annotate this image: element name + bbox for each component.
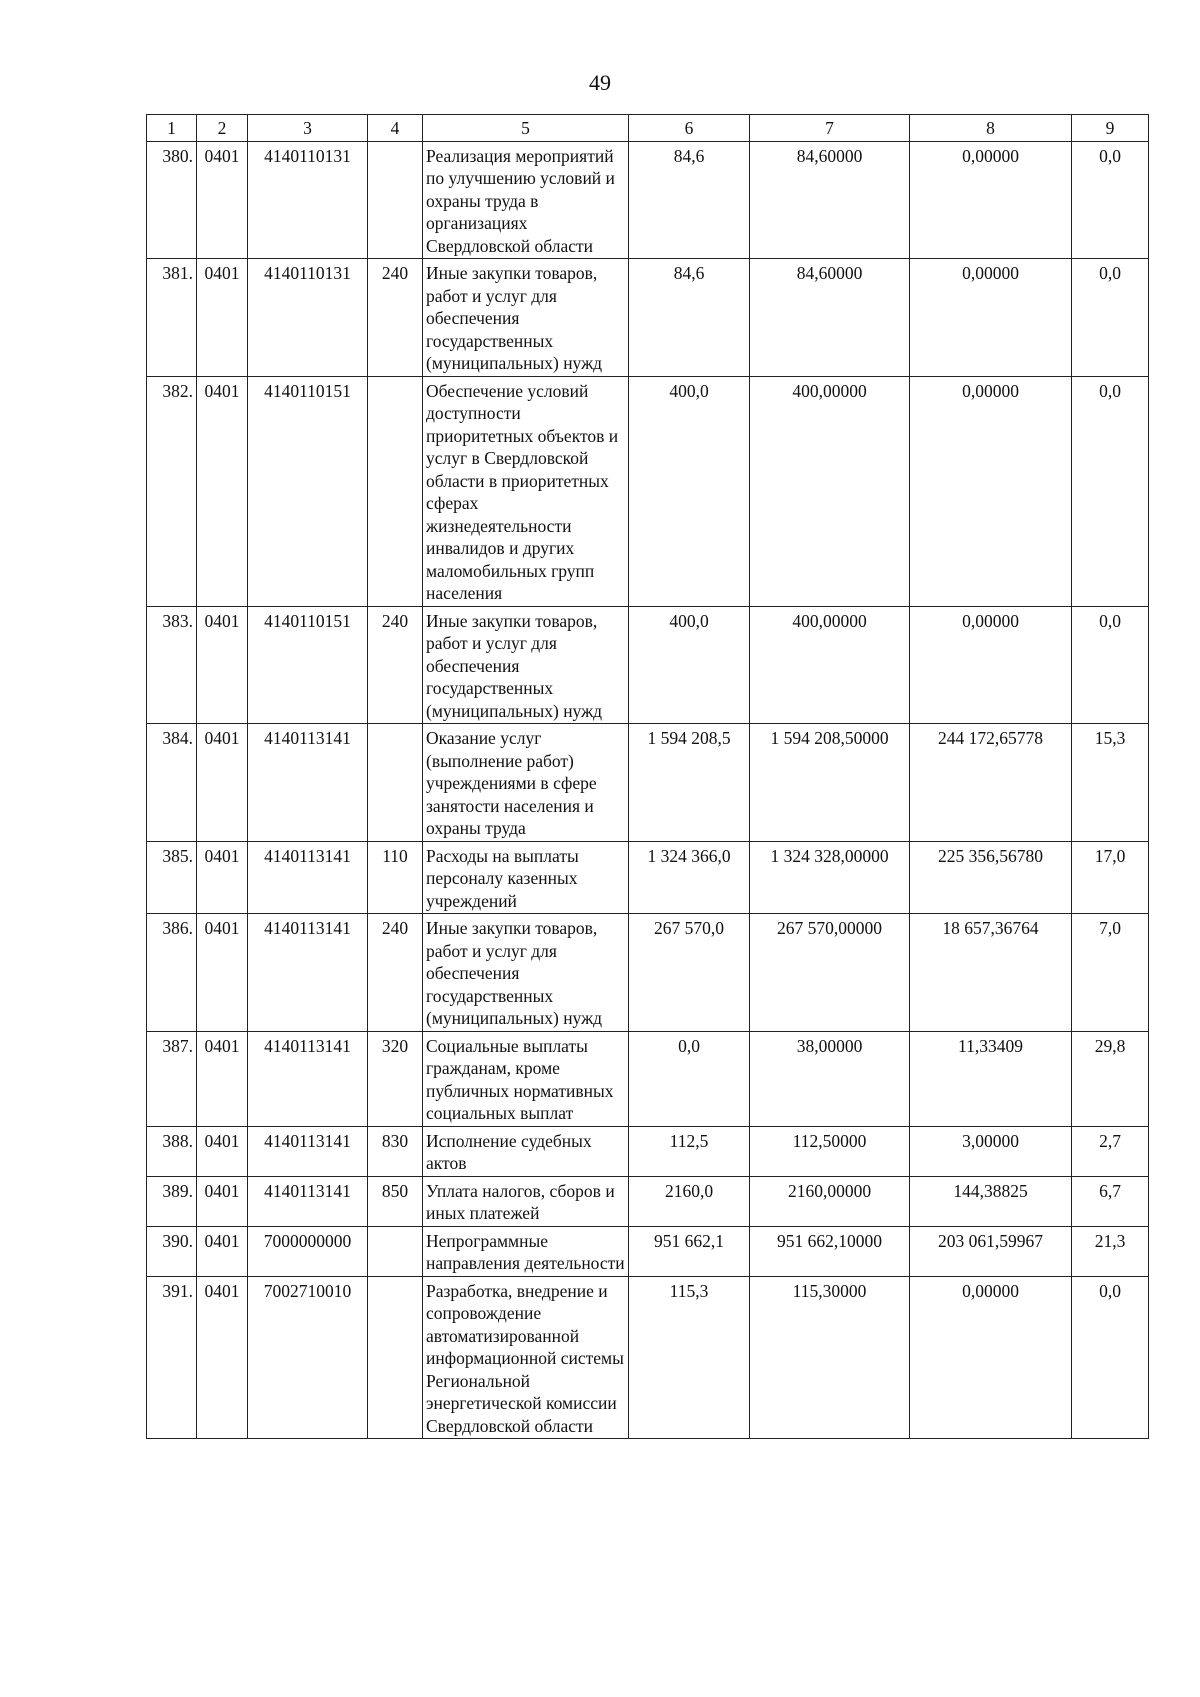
section-code-cell: 0401	[197, 1176, 248, 1226]
col6-value-cell: 400,0	[629, 376, 750, 606]
column-header: 3	[248, 115, 368, 142]
col7-value-cell: 38,00000	[750, 1031, 910, 1126]
target-item-cell: 4140110151	[248, 376, 368, 606]
row-number-cell: 387.	[147, 1031, 197, 1126]
target-item-cell: 7000000000	[248, 1226, 368, 1276]
col8-value-cell: 0,00000	[910, 259, 1072, 377]
col6-value-cell: 2160,0	[629, 1176, 750, 1226]
section-code-cell: 0401	[197, 141, 248, 259]
expense-type-cell: 850	[368, 1176, 423, 1226]
row-number-cell: 382.	[147, 376, 197, 606]
col6-value-cell: 400,0	[629, 606, 750, 724]
section-code-cell: 0401	[197, 841, 248, 914]
expense-type-cell: 110	[368, 841, 423, 914]
row-number-cell: 384.	[147, 724, 197, 842]
row-number-cell: 386.	[147, 914, 197, 1032]
header-row	[147, 115, 1149, 142]
table-row	[147, 376, 1149, 606]
row-number-cell: 385.	[147, 841, 197, 914]
row-number-cell: 391.	[147, 1276, 197, 1439]
col8-value-cell: 0,00000	[910, 1276, 1072, 1439]
expense-type-cell	[368, 141, 423, 259]
col6-value-cell: 0,0	[629, 1031, 750, 1126]
col9-percent-cell: 6,7	[1072, 1176, 1149, 1226]
col9-percent-cell: 15,3	[1072, 724, 1149, 842]
column-header: 2	[197, 115, 248, 142]
col8-value-cell: 0,00000	[910, 606, 1072, 724]
col7-value-cell: 400,00000	[750, 606, 910, 724]
col8-value-cell: 3,00000	[910, 1126, 1072, 1176]
expense-type-cell: 830	[368, 1126, 423, 1176]
column-header: 1	[147, 115, 197, 142]
col9-percent-cell: 0,0	[1072, 606, 1149, 724]
section-code-cell: 0401	[197, 606, 248, 724]
expense-type-cell	[368, 376, 423, 606]
row-number-cell: 380.	[147, 141, 197, 259]
col9-percent-cell: 0,0	[1072, 259, 1149, 377]
row-number-cell: 383.	[147, 606, 197, 724]
col7-value-cell: 84,60000	[750, 259, 910, 377]
table-row	[147, 1176, 1149, 1226]
col8-value-cell: 144,38825	[910, 1176, 1072, 1226]
row-number-cell: 389.	[147, 1176, 197, 1226]
row-number-cell: 390.	[147, 1226, 197, 1276]
section-code-cell: 0401	[197, 1126, 248, 1176]
target-item-cell: 4140113141	[248, 1176, 368, 1226]
expense-type-cell: 240	[368, 914, 423, 1032]
row-number-cell: 388.	[147, 1126, 197, 1176]
col8-value-cell: 0,00000	[910, 376, 1072, 606]
item-name-cell: Уплата налогов, сборов и иных платежей	[423, 1176, 629, 1226]
table-row	[147, 259, 1149, 377]
col6-value-cell: 1 594 208,5	[629, 724, 750, 842]
table-row	[147, 1031, 1149, 1126]
item-name-cell: Расходы на выплаты персоналу казенных учреждений	[423, 841, 629, 914]
column-header: 6	[629, 115, 750, 142]
expense-type-cell: 240	[368, 259, 423, 377]
section-code-cell: 0401	[197, 376, 248, 606]
table-row	[147, 141, 1149, 259]
item-name-cell: Реализация мероприятий по улучшению условий и охраны труда в организациях Свердловской области	[423, 141, 629, 259]
item-name-cell: Иные закупки товаров, работ и услуг для обеспечения государственных (муниципальных) нужд	[423, 259, 629, 377]
expense-type-cell: 240	[368, 606, 423, 724]
col8-value-cell: 18 657,36764	[910, 914, 1072, 1032]
col8-value-cell: 244 172,65778	[910, 724, 1072, 842]
table-row	[147, 1276, 1149, 1439]
col8-value-cell: 0,00000	[910, 141, 1072, 259]
target-item-cell: 4140113141	[248, 724, 368, 842]
section-code-cell: 0401	[197, 1031, 248, 1126]
target-item-cell: 4140113141	[248, 841, 368, 914]
col7-value-cell: 1 324 328,00000	[750, 841, 910, 914]
col8-value-cell: 225 356,56780	[910, 841, 1072, 914]
column-header: 8	[910, 115, 1072, 142]
col7-value-cell: 400,00000	[750, 376, 910, 606]
column-header: 9	[1072, 115, 1149, 142]
target-item-cell: 4140110131	[248, 259, 368, 377]
column-header: 4	[368, 115, 423, 142]
expense-type-cell: 320	[368, 1031, 423, 1126]
column-header: 5	[423, 115, 629, 142]
budget-table	[146, 114, 1149, 1439]
table-row	[147, 914, 1149, 1032]
col9-percent-cell: 0,0	[1072, 141, 1149, 259]
expense-type-cell	[368, 1226, 423, 1276]
expense-type-cell	[368, 1276, 423, 1439]
target-item-cell: 7002710010	[248, 1276, 368, 1439]
row-number-cell: 381.	[147, 259, 197, 377]
section-code-cell: 0401	[197, 1226, 248, 1276]
target-item-cell: 4140110151	[248, 606, 368, 724]
item-name-cell: Иные закупки товаров, работ и услуг для обеспечения государственных (муниципальных) нужд	[423, 914, 629, 1032]
item-name-cell: Социальные выплаты гражданам, кроме публичных нормативных социальных выплат	[423, 1031, 629, 1126]
col7-value-cell: 951 662,10000	[750, 1226, 910, 1276]
col8-value-cell: 203 061,59967	[910, 1226, 1072, 1276]
target-item-cell: 4140110131	[248, 141, 368, 259]
col6-value-cell: 112,5	[629, 1126, 750, 1176]
table-row	[147, 724, 1149, 842]
table-row	[147, 1226, 1149, 1276]
col6-value-cell: 115,3	[629, 1276, 750, 1439]
item-name-cell: Исполнение судебных актов	[423, 1126, 629, 1176]
col9-percent-cell: 29,8	[1072, 1031, 1149, 1126]
col7-value-cell: 1 594 208,50000	[750, 724, 910, 842]
col9-percent-cell: 21,3	[1072, 1226, 1149, 1276]
col7-value-cell: 84,60000	[750, 141, 910, 259]
target-item-cell: 4140113141	[248, 914, 368, 1032]
col7-value-cell: 112,50000	[750, 1126, 910, 1176]
section-code-cell: 0401	[197, 914, 248, 1032]
expense-type-cell	[368, 724, 423, 842]
col9-percent-cell: 0,0	[1072, 376, 1149, 606]
col9-percent-cell: 17,0	[1072, 841, 1149, 914]
col7-value-cell: 115,30000	[750, 1276, 910, 1439]
item-name-cell: Оказание услуг (выполнение работ) учреждениями в сфере занятости населения и охраны труда	[423, 724, 629, 842]
table-row	[147, 606, 1149, 724]
section-code-cell: 0401	[197, 259, 248, 377]
item-name-cell: Обеспечение условий доступности приоритетных объектов и услуг в Свердловской области в приоритетных сферах жизнедеятельности инвалидов и других маломобильных групп населения	[423, 376, 629, 606]
section-code-cell: 0401	[197, 724, 248, 842]
target-item-cell: 4140113141	[248, 1031, 368, 1126]
table-row	[147, 841, 1149, 914]
col6-value-cell: 267 570,0	[629, 914, 750, 1032]
page-number: 49	[589, 70, 611, 95]
col6-value-cell: 84,6	[629, 259, 750, 377]
col9-percent-cell: 7,0	[1072, 914, 1149, 1032]
section-code-cell: 0401	[197, 1276, 248, 1439]
col6-value-cell: 951 662,1	[629, 1226, 750, 1276]
col6-value-cell: 1 324 366,0	[629, 841, 750, 914]
table-row	[147, 1126, 1149, 1176]
target-item-cell: 4140113141	[248, 1126, 368, 1176]
col9-percent-cell: 2,7	[1072, 1126, 1149, 1176]
col6-value-cell: 84,6	[629, 141, 750, 259]
item-name-cell: Непрограммные направления деятельности	[423, 1226, 629, 1276]
item-name-cell: Разработка, внедрение и сопровождение автоматизированной информационной системы Региональной энергетической комиссии Свердловской области	[423, 1276, 629, 1439]
col7-value-cell: 2160,00000	[750, 1176, 910, 1226]
col9-percent-cell: 0,0	[1072, 1276, 1149, 1439]
col7-value-cell: 267 570,00000	[750, 914, 910, 1032]
col8-value-cell: 11,33409	[910, 1031, 1072, 1126]
item-name-cell: Иные закупки товаров, работ и услуг для обеспечения государственных (муниципальных) нужд	[423, 606, 629, 724]
column-header: 7	[750, 115, 910, 142]
